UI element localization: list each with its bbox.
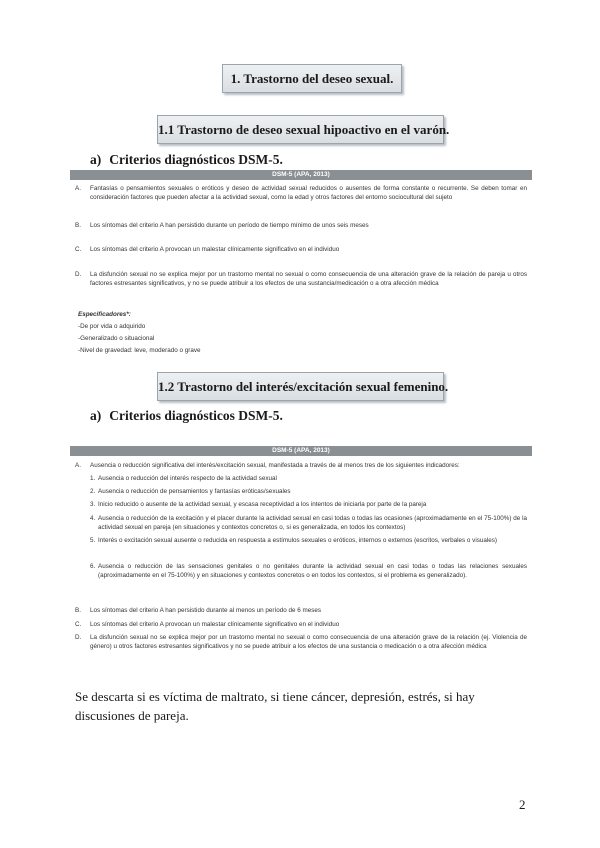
specifiers-block: [78, 310, 201, 355]
criterion-text: Los síntomas del criterio A han persistido durante al menos un período de 6 meses: [90, 607, 322, 614]
indicator-number: 6.: [90, 563, 96, 570]
criterion-text: La disfunción sexual no se explica mejor por un trastorno mental no sexual o como consecuencia de una alteración grave de la relación de pareja u otros factores estresantes significativos, y no se puede atribuir a los efectos de una sustancia/medicación o a otra afección médica: [90, 271, 527, 287]
criterion-letter: D.: [75, 634, 82, 641]
indicator-item: [90, 514, 527, 532]
indicator-number: 3.: [90, 501, 96, 508]
criterion-text: Ausencia o reducción significativa del interés/excitación sexual, manifestada a través de al menos tres de los siguientes indicadores:: [90, 462, 460, 469]
criterion-letter: B.: [75, 222, 81, 229]
section-title-box: 1. Trastorno del deseo sexual.: [222, 64, 402, 93]
criterion-letter: B.: [75, 607, 81, 614]
criteria-heading: [90, 408, 283, 424]
criterion-item: [75, 184, 527, 202]
indicator-item: [90, 487, 527, 496]
table-header-bar: DSM-5 (APA, 2013): [70, 446, 532, 456]
indicator-text: Ausencia o reducción de la excitación y el placer durante la actividad sexual en casi todas o todas las ocasiones (aproximadamente en el 75-100%) de la actividad sexual en pareja (en situaciones y contextos concretos o, si es generalizada, en todos los contextos): [98, 515, 527, 531]
indicator-text: Ausencia o reducción del interés respecto de la actividad sexual: [98, 475, 277, 482]
indicator-number: 2.: [90, 488, 96, 495]
criterion-text: Los síntomas del criterio A provocan un malestar clínicamente significativo en el individuo: [90, 246, 340, 253]
subsection-title-box: 1.2 Trastorno del interés/excitación sexual femenino.: [157, 372, 444, 401]
indicator-text: Ausencia o reducción de pensamientos y fantasías eróticas/sexuales: [98, 488, 291, 495]
specifier-item: -De por vida o adquirido: [78, 323, 146, 330]
indicator-text: Inicio reducido o ausente de la actividad sexual, y escasa receptividad a los intentos de iniciarla por parte de la pareja: [98, 501, 427, 508]
heading-label: a): [90, 408, 102, 423]
subsection-title-box: 1.1 Trastorno de deseo sexual hipoactivo en el varón.: [157, 115, 444, 144]
note-paragraph: Se descarta si es víctima de maltrato, si tiene cáncer, depresión, estrés, si hay discusiones de pareja.: [75, 689, 475, 723]
criterion-item: [75, 245, 527, 254]
criterion-item: [75, 461, 527, 470]
heading-text: Criterios diagnósticos DSM-5.: [109, 408, 283, 423]
indicator-number: 4.: [90, 515, 96, 522]
heading-label: a): [90, 152, 102, 167]
criterion-letter: A.: [75, 185, 81, 192]
indicator-number: 1.: [90, 475, 96, 482]
indicator-text: Ausencia o reducción de las sensaciones genitales o no genitales durante la actividad sexual en casi todas o todas las relaciones sexuales (aproximadamente en el 75-100%) y en situaciones y contextos concretos o en todos los contextos, si el problema es generalizado).: [98, 563, 527, 579]
criterion-item: [75, 633, 527, 651]
criterion-letter: C.: [75, 621, 82, 628]
criterion-item: [75, 221, 527, 230]
specifier-item: -Nivel de gravedad: leve, moderado o grave: [78, 347, 201, 354]
criteria-heading: [90, 152, 283, 168]
heading-text: Criterios diagnósticos DSM-5.: [109, 152, 283, 167]
criterion-text: Los síntomas del criterio A han persistido durante un período de tiempo mínimo de unos seis meses: [90, 222, 369, 229]
page-number: 2: [519, 797, 526, 812]
indicator-item: [90, 500, 527, 509]
indicator-item: [90, 536, 527, 545]
criterion-item: [75, 620, 527, 629]
indicator-item: [90, 562, 527, 580]
criterion-item: [75, 270, 527, 288]
indicator-text: Interés o excitación sexual ausente o reducida en respuesta a estímulos sexuales o eróticos, internos o externos (escritos, verbales o visuales): [98, 537, 498, 544]
criterion-text: Fantasías o pensamientos sexuales o eróticos y deseo de actividad sexual reducidos o ausentes de forma constante o recurrente. Se deben tomar en consideración factores que pueden afectar a la actividad sexual, como la edad y otros factores del entorno sociocultural del sujeto: [90, 185, 527, 201]
criterion-letter: D.: [75, 271, 82, 278]
criterion-text: La disfunción sexual no se explica mejor por un trastorno mental no sexual o como consecuencia de una alteración grave de la relación (ej. Violencia de género) u otros factores estresantes significativos y no se puede atribuir a los efectos de una sustancia o medicación o a otra afección médica: [90, 634, 527, 650]
specifiers-title: Especificadores*:: [78, 311, 131, 318]
indicator-number: 5.: [90, 537, 96, 544]
criterion-letter: A.: [75, 462, 81, 469]
criterion-text: Los síntomas del criterio A provocan un malestar clínicamente significativo en el individuo: [90, 621, 340, 628]
indicator-item: [90, 474, 527, 483]
specifier-item: -Generalizado o situacional: [78, 335, 155, 342]
criterion-item: [75, 606, 527, 615]
criterion-letter: C.: [75, 246, 82, 253]
table-header-bar: DSM-5 (APA, 2013): [70, 170, 532, 180]
